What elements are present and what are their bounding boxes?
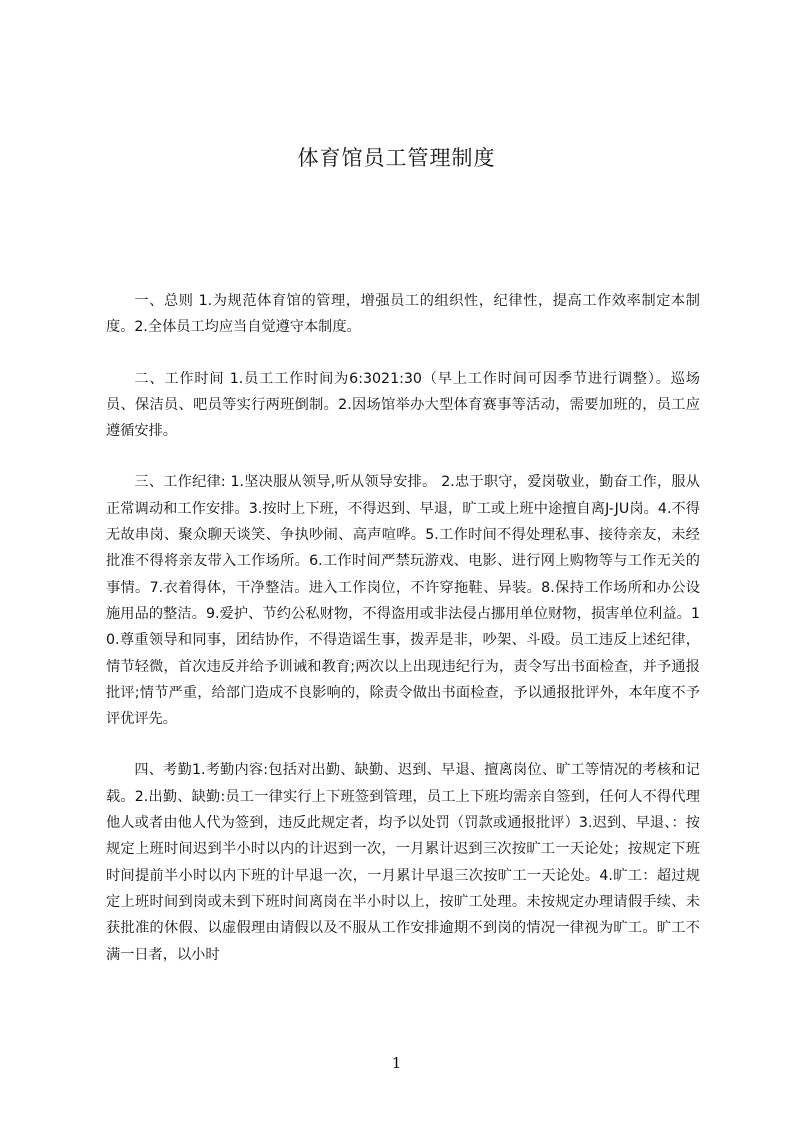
page-number: 1 (391, 1054, 402, 1072)
page-title: 体育馆员工管理制度 (297, 146, 496, 170)
section-working-hours: 二、工作时间 1.员工工作时间为6:3021:30（早上工作时间可因季节进行调整）。巡场员、保洁员、吧员等实行两班倒制。2.因场馆举办大型体育赛事等活动，需要加班的，员工应遵循安排。 (106, 370, 700, 440)
section-work-discipline: 三、工作纪律: 1.坚决服从领导,听从领导安排。 2.忠于职守，爱岗敬业，勤奋工作，服从正常调动和工作安排。3.按时上下班，不得迟到、早退，旷工或上班中途擅自离J-JU岗。4.不得无故串岗、聚众聊天谈笑、争执吵闹、高声喧哗。5.工作时间不得处理私事、接待亲友，未经批准不得将亲友带入工作场所。6.工作时间严禁玩游戏、电影、进行网上购物等与工作无关的事情。7.衣着得体，干净整洁。进入工作岗位，不许穿拖鞋、异装。8.保持工作场所和办公设施用品的整洁。9.爱护、节约公私财物，不得盗用或非法侵占挪用单位财物，损害单位利益。10.尊重领导和同事，团结协作，不得造谣生事，拨弄是非，吵架、斗殴。员工违反上述纪律，情节轻微，首次违反并给予训诫和教育;两次以上出现违纪行为，责令写出书面检查，并予通报批评;情节严重，给部门造成不良影响的，除责令做出书面检查，予以通报批评外，本年度不予评优评先。 (106, 474, 700, 728)
document-body (106, 288, 700, 968)
section-general: 一、总则 1.为规范体育馆的管理，增强员工的组织性，纪律性，提高工作效率制定本制度。2.全体员工均应当自觉遵守本制度。 (106, 293, 700, 336)
section-attendance: 四、考勤1.考勤内容:包括对出勤、缺勤、迟到、早退、擅离岗位、旷工等情况的考核和记载。2.出勤、缺勤:员工一律实行上下班签到管理，员工上下班均需亲自签到，任何人不得代理他人或者由他人代为签到，违反此规定者，均予以处罚（罚款或通报批评）3.迟到、早退、：按规定上班时间迟到半小时以内的计迟到一次，一月累计迟到三次按旷工一天论处；按规定下班时间提前半小时以内下班的计早退一次，一月累计早退三次按旷工一天论处。4.旷工：超过规定上班时间到岗或未到下班时间离岗在半小时以上，按旷工处理。未按规定办理请假手续、未获批准的休假、以虚假理由请假以及不服从工作安排逾期不到岗的情况一律视为旷工。旷工不满一日者，以小时 (106, 762, 700, 963)
